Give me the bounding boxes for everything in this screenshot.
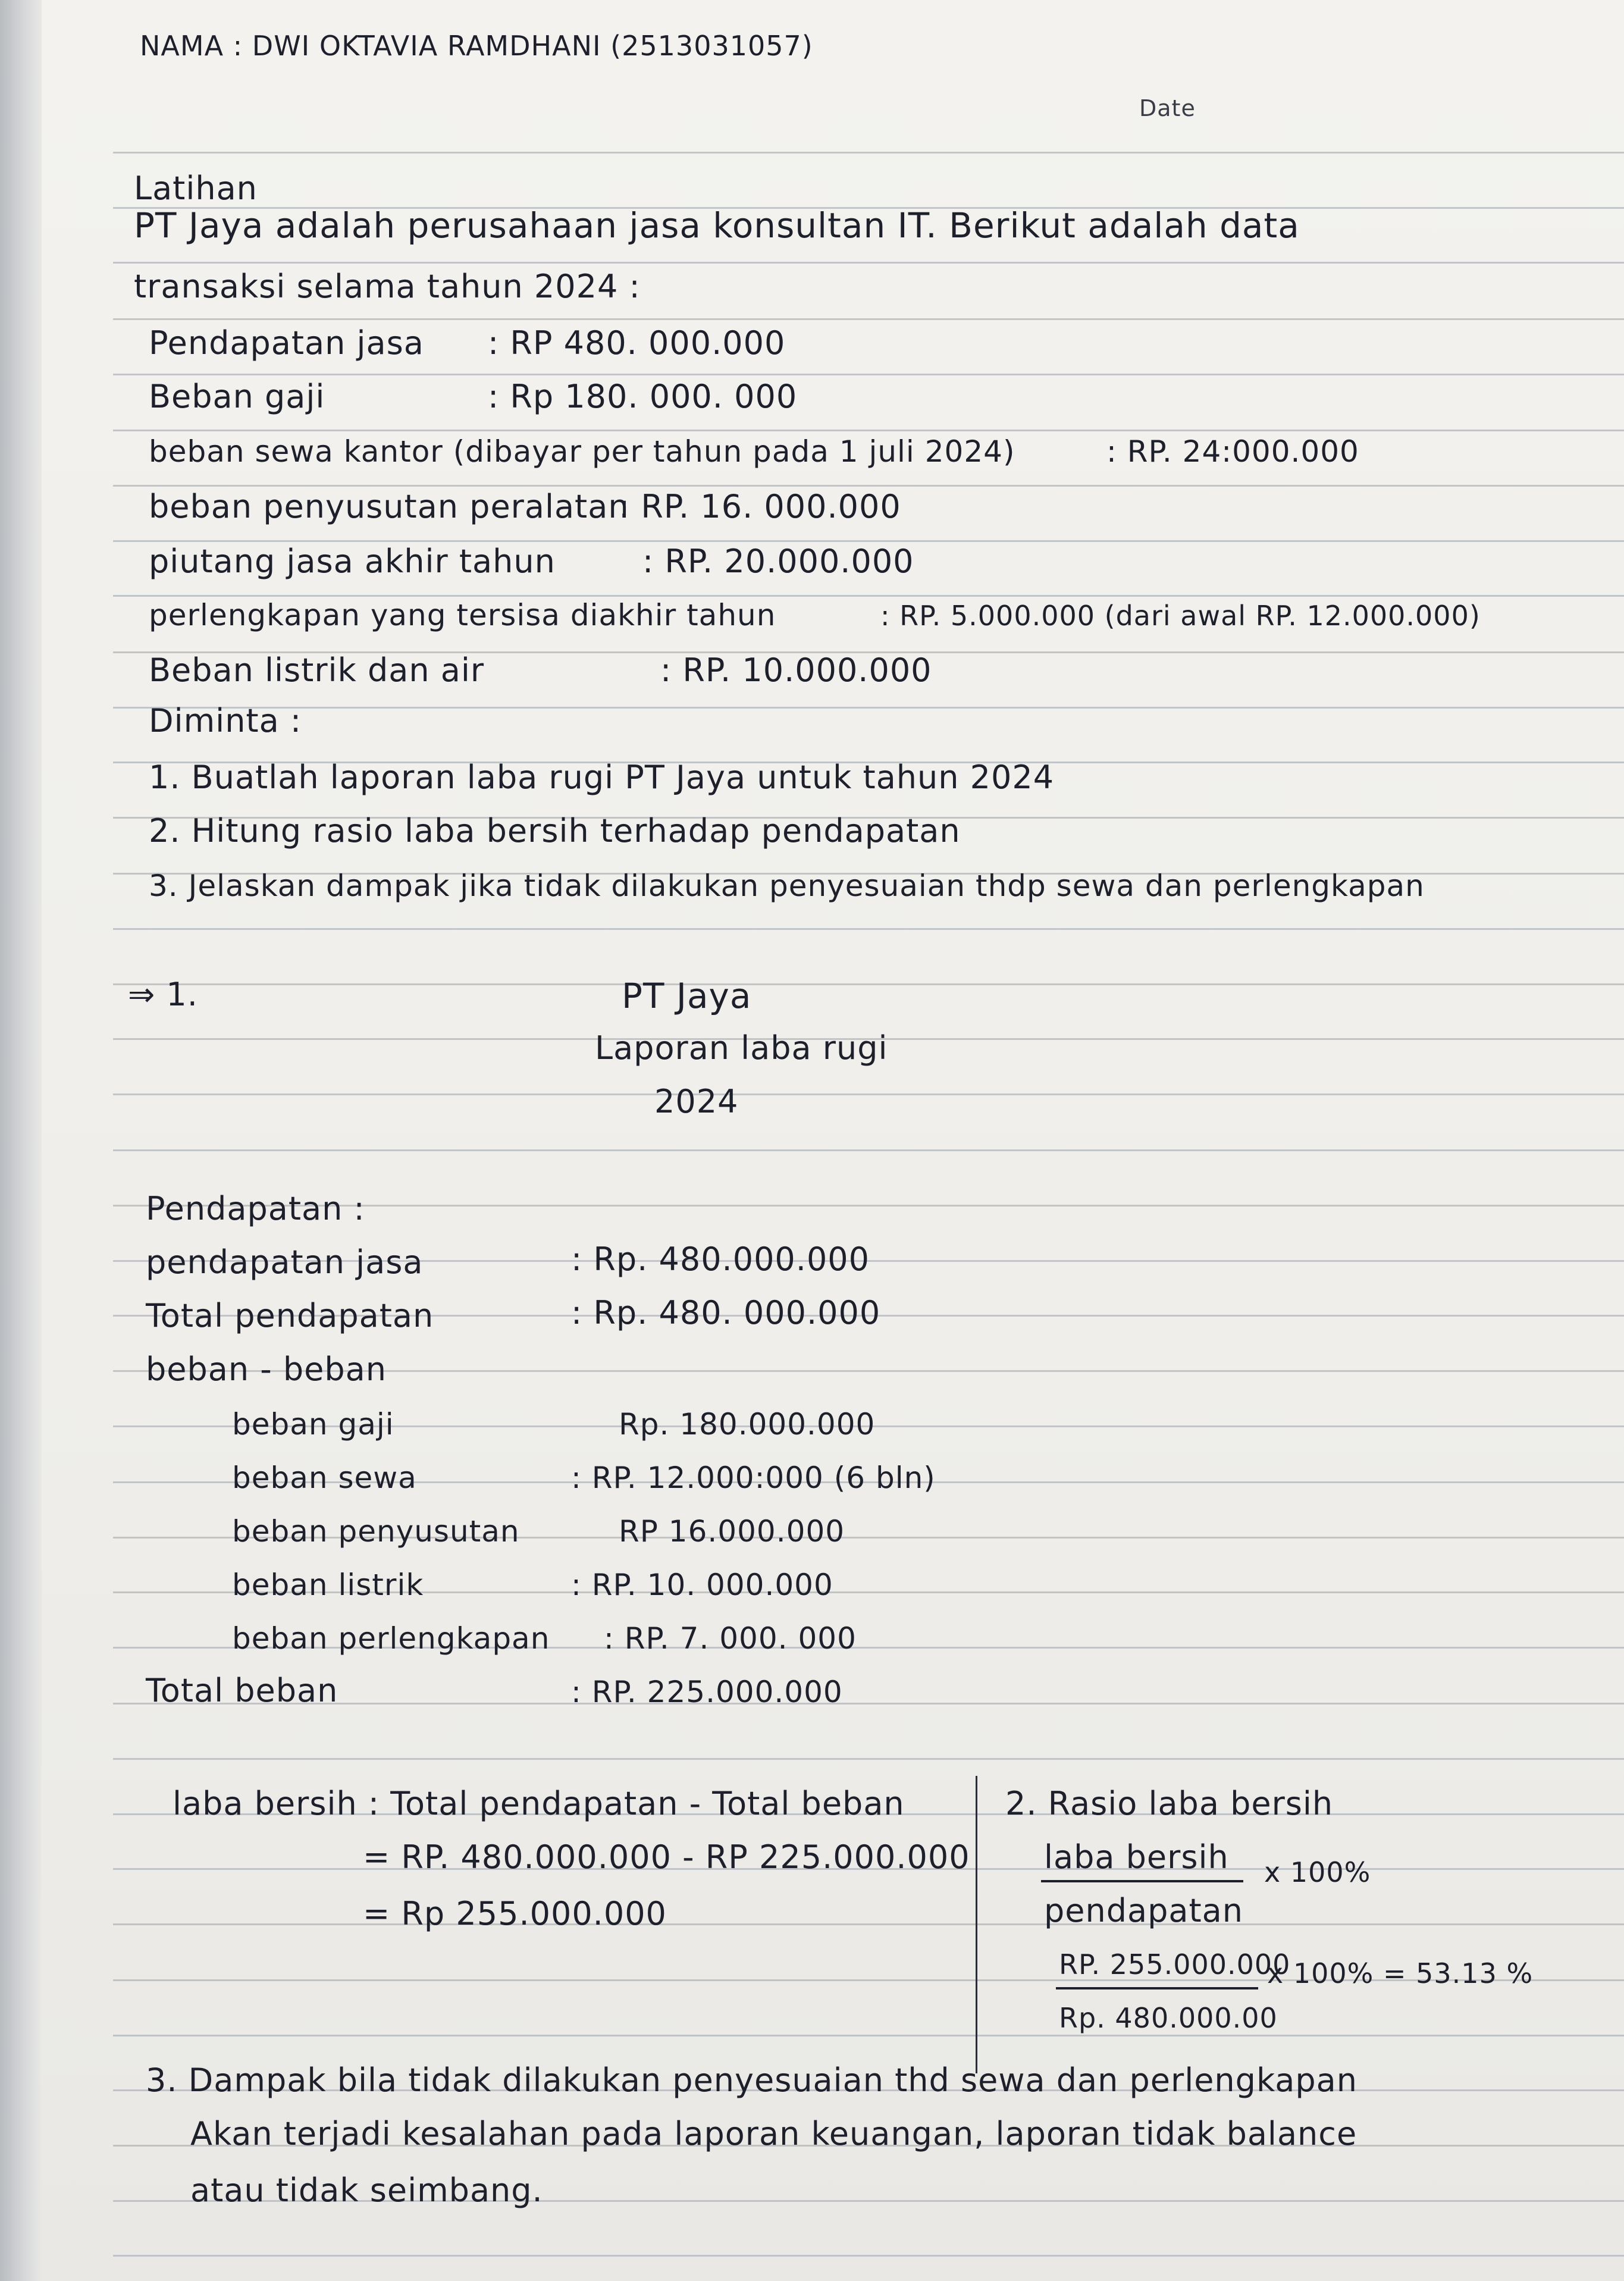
ruled-line <box>113 540 1624 542</box>
question-2: 2. Hitung rasio laba bersih terhadap pendapatan <box>149 812 961 850</box>
ruled-line <box>113 1149 1624 1151</box>
laba-bersih-formula: laba bersih : Total pendapatan - Total beban <box>173 1785 905 1822</box>
rasio-calc-numerator: RP. 255.000.000 <box>1059 1948 1291 1981</box>
item-label: piutang jasa akhir tahun <box>149 543 556 580</box>
student-name: NAMA : DWI OKTAVIA RAMDHANI (2513031057) <box>140 30 813 62</box>
rasio-calc-result: x 100% = 53.13 % <box>1267 1957 1534 1989</box>
ruled-line <box>113 152 1624 153</box>
beban-label: beban gaji <box>232 1407 394 1442</box>
total-beban-value: : RP. 225.000.000 <box>571 1675 843 1709</box>
intro-line-2: transaksi selama tahun 2024 : <box>134 268 641 305</box>
ruled-line <box>113 1758 1624 1760</box>
item-label: Pendapatan jasa <box>149 324 424 362</box>
dampak-line-2: Akan terjadi kesalahan pada laporan keuangan, laporan tidak balance <box>190 2115 1357 2152</box>
ruled-line <box>113 595 1624 597</box>
total-pendapatan-value: : Rp. 480. 000.000 <box>571 1294 881 1331</box>
question-1: 1. Buatlah laporan laba rugi PT Jaya untuk tahun 2024 <box>149 759 1055 796</box>
beban-value: : RP. 7. 000. 000 <box>604 1621 857 1656</box>
exercise-title: Latihan <box>134 170 258 207</box>
item-value: : RP. 24:000.000 <box>1106 434 1359 469</box>
ruled-line <box>113 2255 1624 2257</box>
ruled-line <box>113 485 1624 487</box>
item-value: : RP. 16. 000.000 <box>619 488 901 525</box>
diminta-label: Diminta : <box>149 702 302 740</box>
fraction-line <box>1041 1880 1243 1882</box>
ruled-line <box>113 1093 1624 1095</box>
item-label: beban penyusutan peralatan <box>149 488 629 525</box>
item-value: : RP. 20.000.000 <box>642 543 914 580</box>
ruled-line <box>113 983 1624 985</box>
ruled-line <box>113 1703 1624 1705</box>
intro-line-1: PT Jaya adalah perusahaan jasa konsultan IT. Berikut adalah data <box>134 205 1300 246</box>
report-year: 2024 <box>654 1083 739 1120</box>
laba-bersih-result: = Rp 255.000.000 <box>363 1895 667 1932</box>
pendapatan-heading: Pendapatan : <box>146 1190 365 1227</box>
beban-value: : RP. 10. 000.000 <box>571 1568 833 1602</box>
ruled-line <box>113 374 1624 375</box>
laba-bersih-calc: = RP. 480.000.000 - RP 225.000.000 <box>363 1838 970 1876</box>
ruled-line <box>113 707 1624 709</box>
ruled-line <box>113 928 1624 930</box>
total-beban-label: Total beban <box>146 1672 338 1709</box>
item-label: beban sewa kantor (dibayar per tahun pada 1 juli 2024) <box>149 434 1015 469</box>
item-value: : RP. 5.000.000 (dari awal RP. 12.000.000) <box>880 600 1481 632</box>
item-value: : RP. 10.000.000 <box>660 651 932 689</box>
beban-value: RP 16.000.000 <box>619 1514 845 1549</box>
beban-label: beban penyusutan <box>232 1514 520 1549</box>
item-value: : Rp 180. 000. 000 <box>488 378 798 415</box>
item-label: Beban listrik dan air <box>149 651 485 689</box>
rasio-times: x 100% <box>1264 1856 1371 1888</box>
answer-arrow: ⇒ 1. <box>128 976 198 1013</box>
item-label: Beban gaji <box>149 378 325 415</box>
report-title: Laporan laba rugi <box>595 1029 888 1067</box>
ruled-line <box>113 262 1624 264</box>
beban-value: Rp. 180.000.000 <box>619 1407 876 1442</box>
ruled-line <box>113 430 1624 431</box>
dampak-line-3: atau tidak seimbang. <box>190 2172 543 2209</box>
pendapatan-value: : Rp. 480.000.000 <box>571 1240 870 1278</box>
item-label: perlengkapan yang tersisa diakhir tahun <box>149 598 776 632</box>
rasio-denominator: pendapatan <box>1044 1892 1243 1929</box>
rasio-numerator: laba bersih <box>1044 1838 1229 1876</box>
fraction-line <box>1056 1987 1258 1989</box>
beban-heading: beban - beban <box>146 1351 387 1388</box>
question-3: 3. Jelaskan dampak jika tidak dilakukan penyesuaian thdp sewa dan perlengkapan <box>149 869 1425 903</box>
beban-label: beban sewa <box>232 1461 417 1495</box>
column-divider <box>976 1776 977 2073</box>
ruled-line <box>113 1923 1624 1925</box>
beban-label: beban listrik <box>232 1568 424 1602</box>
ruled-line <box>113 2035 1624 2036</box>
date-label: Date <box>1139 95 1196 121</box>
pendapatan-label: pendapatan jasa <box>146 1243 424 1281</box>
beban-value: : RP. 12.000:000 (6 bln) <box>571 1461 936 1495</box>
ruled-line <box>113 318 1624 320</box>
beban-label: beban perlengkapan <box>232 1621 550 1656</box>
company-name: PT Jaya <box>622 976 752 1016</box>
dampak-line-1: 3. Dampak bila tidak dilakukan penyesuaian thd sewa dan perlengkapan <box>146 2061 1357 2099</box>
page-binding-edge <box>0 0 42 2281</box>
total-pendapatan-label: Total pendapatan <box>146 1297 434 1334</box>
item-value: : RP 480. 000.000 <box>488 324 786 362</box>
rasio-heading: 2. Rasio laba bersih <box>1005 1785 1334 1822</box>
rasio-calc-denominator: Rp. 480.000.00 <box>1059 2002 1278 2034</box>
